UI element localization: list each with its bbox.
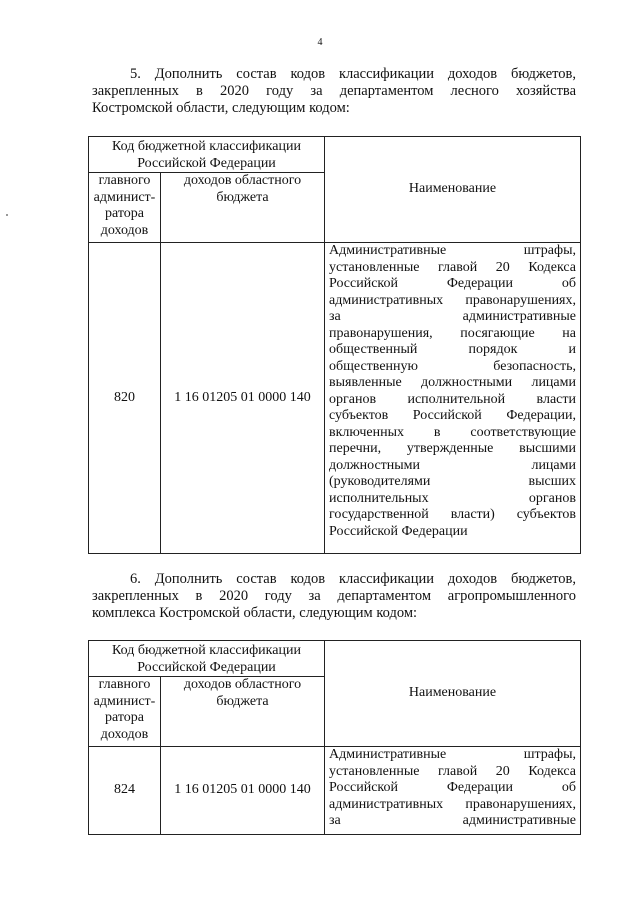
description-line: Российской Федерации об xyxy=(329,780,576,795)
paragraph-line: закрепленных в 2020 году за департаментом лесного хозяйства xyxy=(92,83,576,99)
description-line: перечни, утвержденные высшими xyxy=(329,441,576,456)
description-cell xyxy=(325,747,581,835)
paragraph-line: Костромской области, следующим кодом: xyxy=(92,100,350,116)
page-number: 4 xyxy=(317,37,323,48)
header-regional-budget-income: доходов областного бюджета xyxy=(161,677,325,747)
description-line: государственной власти) субъектов xyxy=(329,507,576,522)
description-line: выявленные должностными лицами xyxy=(329,375,576,390)
description-line: Административные штрафы, xyxy=(329,243,576,258)
header-budget-classification: Код бюджетной классификации Российской Федерации xyxy=(89,641,325,677)
section-6-paragraph xyxy=(92,571,576,622)
header-name: Наименование xyxy=(325,137,581,243)
description-line: субъектов Российской Федерации, xyxy=(329,408,576,423)
description-line: органов исполнительной власти xyxy=(329,391,576,407)
paragraph-line: 6. Дополнить состав кодов классификации доходов бюджетов, xyxy=(130,571,576,587)
header-chief-administrator: главного админист-ратора доходов xyxy=(89,173,161,243)
header-regional-budget-income: доходов областного бюджета xyxy=(161,173,325,243)
header-chief-administrator: главного админист-ратора доходов xyxy=(89,677,161,747)
section-5-paragraph xyxy=(92,66,576,117)
margin-mark xyxy=(6,214,8,216)
paragraph-line: комплекса Костромской области, следующим кодом: xyxy=(92,605,418,621)
description-line: правонарушения, посягающие на xyxy=(329,325,576,341)
description-line: Российской Федерации об xyxy=(329,276,576,291)
paragraph-line: закрепленных в 2020 году за департаментом агропромышленного xyxy=(92,588,576,604)
income-code-cell: 1 16 01205 01 0000 140 xyxy=(161,747,325,835)
description-line: установленные главой 20 Кодекса xyxy=(329,763,576,779)
description-line: административных правонарушениях, xyxy=(329,796,576,812)
description-line: включенных в соответствующие xyxy=(329,424,576,440)
budget-code-table-824 xyxy=(88,640,581,835)
description-line: за административные xyxy=(329,813,576,828)
description-line: (руководителями высших xyxy=(329,474,576,489)
description-line: установленные главой 20 Кодекса xyxy=(329,259,576,275)
description-line: Российской Федерации xyxy=(329,523,468,539)
description-line: исполнительных органов xyxy=(329,490,576,506)
description-line: общественную безопасность, xyxy=(329,358,576,374)
description-line: административных правонарушениях, xyxy=(329,292,576,308)
admin-code-cell: 824 xyxy=(89,747,161,835)
description-line: за административные xyxy=(329,309,576,324)
header-name: Наименование xyxy=(325,641,581,747)
income-code-cell: 1 16 01205 01 0000 140 xyxy=(161,243,325,554)
admin-code-cell: 820 xyxy=(89,243,161,554)
description-line: должностными лицами xyxy=(329,457,576,473)
budget-code-table-820 xyxy=(88,136,581,554)
description-line: Административные штрафы, xyxy=(329,747,576,762)
paragraph-line: 5. Дополнить состав кодов классификации доходов бюджетов, xyxy=(130,66,576,82)
description-cell xyxy=(325,243,581,554)
description-line: общественный порядок и xyxy=(329,342,576,357)
header-budget-classification: Код бюджетной классификации Российской Федерации xyxy=(89,137,325,173)
